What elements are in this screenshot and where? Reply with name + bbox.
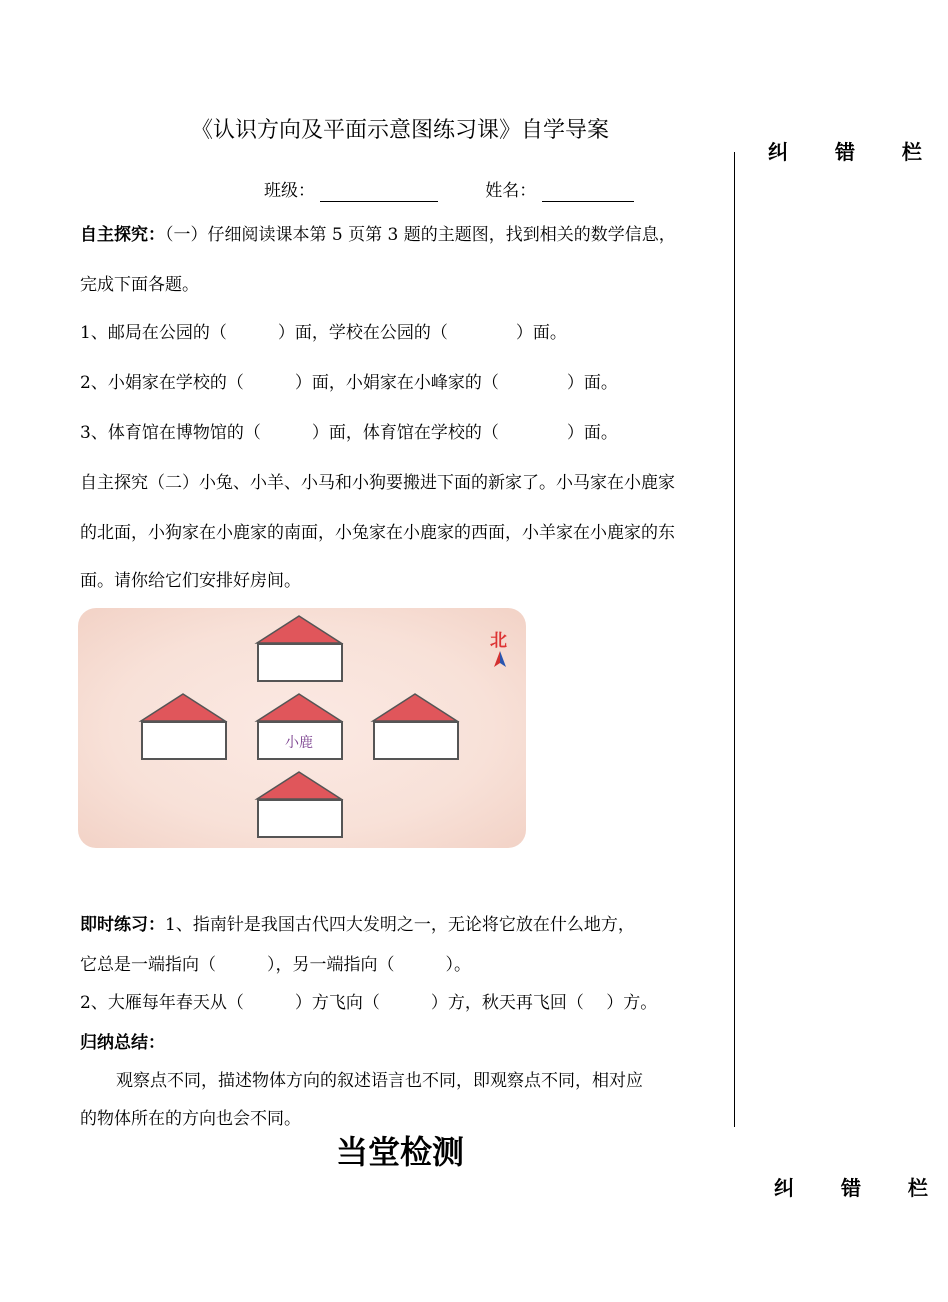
- name-blank[interactable]: [542, 183, 634, 202]
- summary-line1: 观察点不同，描述物体方向的叙述语言也不同，即观察点不同，相对应: [116, 1071, 643, 1091]
- house-west: [139, 692, 227, 764]
- house-map-figure: [78, 608, 526, 848]
- explore1-line2: 完成下面各题。: [80, 275, 199, 295]
- class-label: 班级：: [264, 181, 315, 201]
- roof-icon: [255, 614, 343, 644]
- north-label: 北: [490, 631, 507, 651]
- summary-line2: 的物体所在的方向也会不同。: [80, 1109, 301, 1129]
- roof-shape: [257, 616, 341, 643]
- north-arrow-right: [500, 651, 506, 667]
- name-label: 姓名：: [485, 181, 537, 201]
- north-arrow-icon: [491, 650, 509, 668]
- explore1-heading: 自主探究：: [80, 225, 165, 245]
- house-north: [255, 614, 343, 686]
- practice-heading: 即时练习：: [80, 915, 165, 935]
- practice-line3: 2、大雁每年春天从（ ）方飞向（ ）方，秋天再飞回（ ）方。: [80, 993, 658, 1013]
- roof-shape: [373, 694, 457, 721]
- north-arrow-left: [494, 651, 500, 667]
- house-west-box[interactable]: [141, 721, 227, 760]
- question-1: 1、邮局在公园的（ ）面，学校在公园的（ ）面。: [80, 323, 567, 343]
- class-name-row: [264, 180, 634, 202]
- page-title: 《认识方向及平面示意图练习课》自学导案: [190, 118, 609, 143]
- house-east: [371, 692, 459, 764]
- column-divider: [734, 152, 735, 1127]
- roof-shape: [257, 772, 341, 799]
- practice-line2: 它总是一端指向（ ），另一端指向（ ）。: [80, 955, 471, 975]
- roof-icon: [371, 692, 459, 722]
- summary-heading: 归纳总结：: [80, 1033, 165, 1053]
- house-east-box[interactable]: [373, 721, 459, 760]
- roof-icon: [255, 770, 343, 800]
- explore1-line1: 自主探究：（一）仔细阅读课本第 5 页第 3 题的主题图，找到相关的数学信息，: [80, 225, 676, 245]
- class-blank[interactable]: [320, 183, 438, 202]
- question-2: 2、小娟家在学校的（ ）面，小娟家在小峰家的（ ）面。: [80, 373, 618, 393]
- section-title: 当堂检测: [335, 1133, 464, 1171]
- deer-label: 小鹿: [285, 735, 313, 751]
- house-center: [255, 692, 343, 764]
- roof-shape: [257, 694, 341, 721]
- explore2-line2: 的北面，小狗家在小鹿家的南面，小兔家在小鹿家的西面，小羊家在小鹿家的东: [80, 523, 675, 543]
- roof-icon: [139, 692, 227, 722]
- house-north-box[interactable]: [257, 643, 343, 682]
- explore2-line1: 自主探究（二）小兔、小羊、小马和小狗要搬进下面的新家了。小马家在小鹿家: [80, 473, 675, 493]
- roof-icon: [255, 692, 343, 722]
- house-south: [255, 770, 343, 842]
- practice-line1: 即时练习：1、指南针是我国古代四大发明之一，无论将它放在什么地方，: [80, 915, 635, 935]
- correction-column-label: 纠 错 栏: [768, 140, 942, 164]
- explore2-line3: 面。请你给它们安排好房间。: [80, 571, 301, 591]
- house-south-box[interactable]: [257, 799, 343, 838]
- question-3: 3、体育馆在博物馆的（ ）面，体育馆在学校的（ ）面。: [80, 423, 618, 443]
- roof-shape: [141, 694, 225, 721]
- correction-column-label-bottom: 纠 错 栏: [774, 1176, 948, 1200]
